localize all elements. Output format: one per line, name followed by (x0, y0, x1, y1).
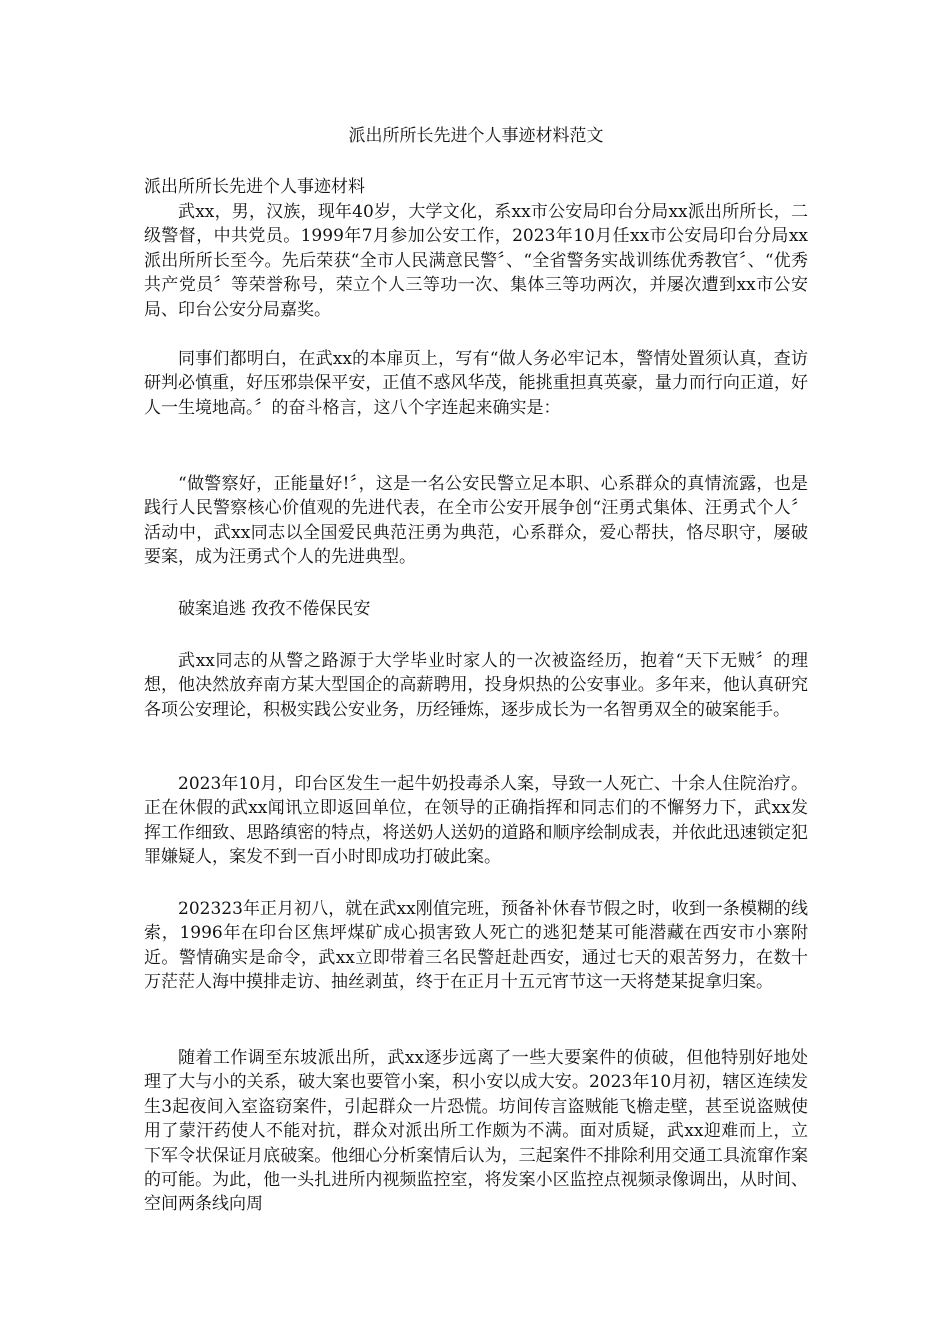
document-title: 派出所所长先进个人事迹材料范文 (348, 126, 604, 146)
paragraph-intro: 武xx，男，汉族，现年40岁，大学文化，系xx市公安局印台分局xx派出所所长，二级警督，中共党员。1999年7月参加公安工作，2023年10月任xx市公安局印台分局xx派出所所长至今。先后荣获“全市人民满意民警〞、“全省警务实战训练优秀教官〞、“优秀共产党员〞等荣誉称号，荣立个人三等功一次、集体三等功两次，并屡次遭到xx市公安局、印台公安分局嘉奖。 (144, 202, 808, 320)
paragraph-motto: 同事们都明白，在武xx的本扉页上，写有“做人务必牢记本，警情处置须认真，查访研判必慎重，好压邪祟保平安，正值不惑风华茂，能挑重担真英豪，量力而行向正道，好人一生境地高。〞的奋斗格言，这八个字连起来确实是： (144, 349, 808, 418)
paragraph-dongpo: 随着工作调至东坡派出所，武xx逐步远离了一些大要案件的侦破，但他特别好地处理了大与小的关系，破大案也要管小案，积小安以成大安。2023年10月初，辖区连续发生3起夜间入室盗窃案件，引起群众一片恐慌。坊间传言盗贼能飞檐走壁，甚至说盗贼使用了蒙汗药使人不能对抗，群众对派出所工作颇为不满。面对质疑，武xx迎难而上，立下军令状保证月底破案。他细心分析案情后认为，三起案件不排除利用交通工具流窜作案的可能。为此，他一头扎进所内视频监控室，将发案小区监控点视频录像调出，从时间、空间两条线向周 (144, 1048, 808, 1215)
paragraph-summary: “做警察好，正能量好!〞，这是一名公安民警立足本职、心系群众的真情流露，也是践行人民警察核心价值观的先进代表，在全市公安开展争创“汪勇式集体、汪勇式个人〞活动中，武xx同志以全国爱民典范汪勇为典范，心系群众，爱心帮扶，恪尽职守，屡破要案，成为汪勇式个人的先进典型。 (144, 474, 808, 568)
paragraph-career: 武xx同志的从警之路源于大学毕业时家人的一次被盗经历，抱着“天下无贼〞的理想，他决然放弃南方某大型国企的高薪聘用，投身炽热的公安事业。多年来，他认真研究各项公安理论，积极实践公安业务，历经锤炼，逐步成长为一名智勇双全的破案能手。 (144, 651, 808, 720)
document-subtitle: 派出所所长先进个人事迹材料 (144, 177, 365, 197)
paragraph-fugitive: 202323年正月初八，就在武xx刚值完班，预备补休春节假之时，收到一条模糊的线索，1996年在印台区焦坪煤矿成心损害致人死亡的逃犯楚某可能潜藏在西安市小寨附近。警情确实是命令，武xx立即带着三名民警赶赴西安，通过七天的艰苦努力，在数十万茫茫人海中摸排走访、抽丝剥茧，终于在正月十五元宵节这一天将楚某捉拿归案。 (144, 899, 808, 993)
paragraph-case-2023: 2023年10月，印台区发生一起牛奶投毒杀人案，导致一人死亡、十余人住院治疗。正在休假的武xx闻讯立即返回单位，在领导的正确指挥和同志们的不懈努力下，武xx发挥工作细致、思路缜密的特点，将送奶人送奶的道路和顺序绘制成表，并依此迅速锁定犯罪嫌疑人，案发不到一百小时即成功打破此案。 (144, 774, 808, 868)
section-heading: 破案追逃 孜孜不倦保民安 (178, 599, 371, 619)
